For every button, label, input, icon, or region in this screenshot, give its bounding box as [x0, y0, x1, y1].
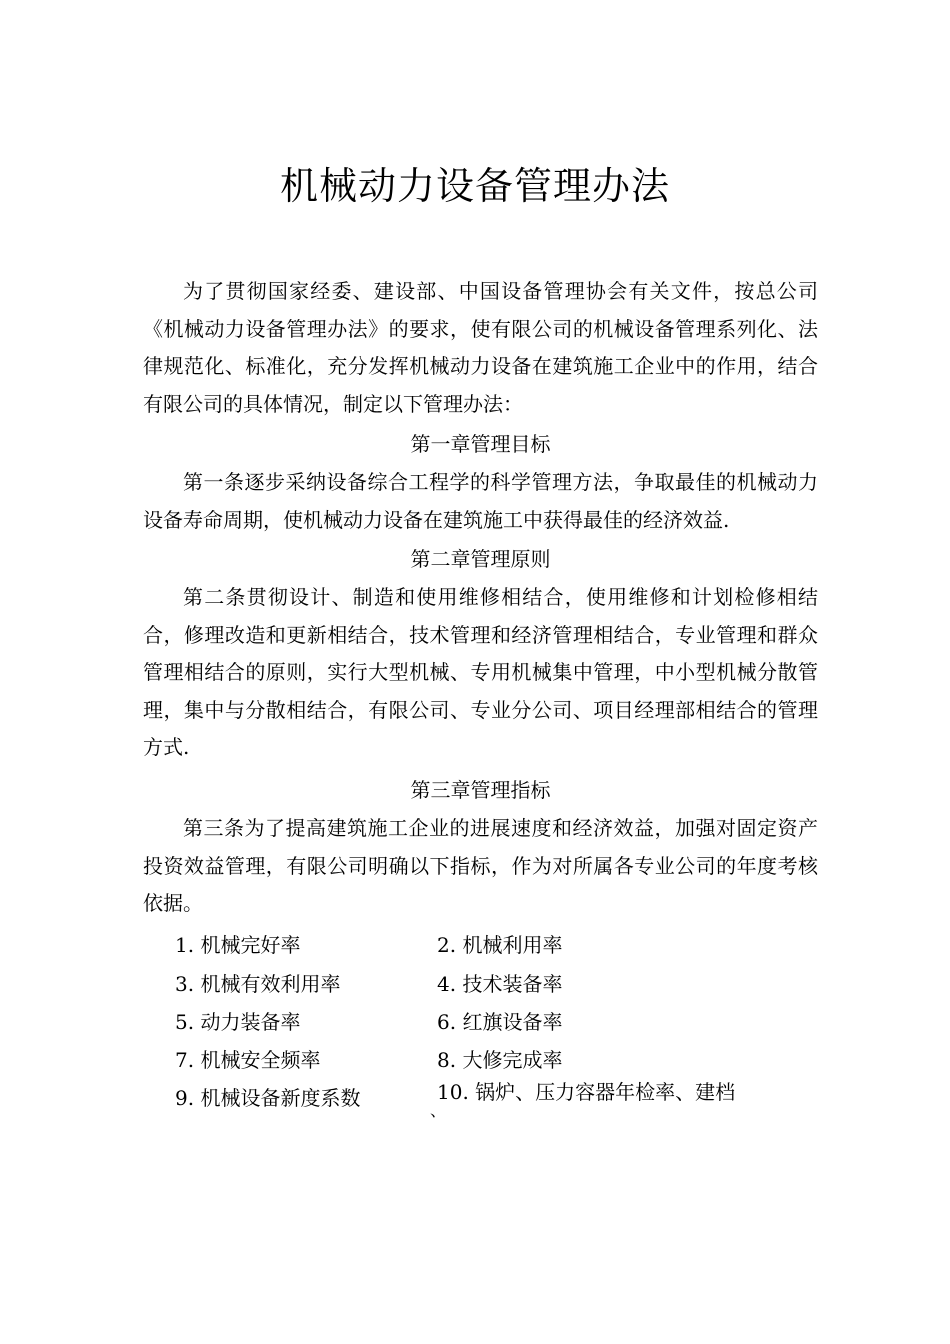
chapter-3-heading: 第三章管理指标 [410, 778, 551, 802]
document-title: 机械动力设备管理办法 [279, 164, 670, 208]
list-item: 8. 大修完成率 [437, 1048, 563, 1072]
intro-paragraph: 为了贯彻国家经委、建设部、中国设备管理协会有关文件，按总公司《机械动力设备管理办法》的要求，使有限公司的机械设备管理系列化、法律规范化、标准化，充分发挥机械动力设备在建筑施工企业中的作用，结合有限公司的具体情况，制定以下管理办法： [143, 279, 818, 416]
list-item: 2. 机械利用率 [437, 933, 563, 957]
chapter-2-heading: 第二章管理原则 [410, 547, 551, 571]
list-item: 10. 锅炉、压力容器年检率、建档 [437, 1080, 736, 1104]
list-item: 6. 红旗设备率 [437, 1010, 563, 1034]
article-3-paragraph: 第三条为了提高建筑施工企业的进展速度和经济效益，加强对固定资产投资效益管理，有限公司明确以下指标，作为对所属各专业公司的年度考核依据。 [143, 816, 818, 915]
article-1-paragraph: 第一条逐步采纳设备综合工程学的科学管理方法，争取最佳的机械动力设备寿命周期，使机械动力设备在建筑施工中获得最佳的经济效益. [143, 470, 818, 532]
article-2-paragraph: 第二条贯彻设计、制造和使用维修相结合，使用维修和计划检修相结合，修理改造和更新相结合，技术管理和经济管理相结合，专业管理和群众管理相结合的原则，实行大型机械、专用机械集中管理，中小型机械分散管理，集中与分散相结合，有限公司、专业分公司、项目经理部相结合的管理方式. [143, 585, 818, 759]
list-item: 1. 机械完好率 [175, 933, 301, 957]
chapter-1-heading: 第一章管理目标 [410, 432, 551, 456]
stray-mark: 、 [430, 1101, 447, 1120]
list-item: 9. 机械设备新度系数 [175, 1086, 361, 1110]
list-item: 5. 动力装备率 [175, 1010, 301, 1034]
list-item: 3. 机械有效利用率 [175, 972, 341, 996]
list-item: 4. 技术装备率 [437, 972, 563, 996]
list-item: 7. 机械安全频率 [175, 1048, 321, 1072]
